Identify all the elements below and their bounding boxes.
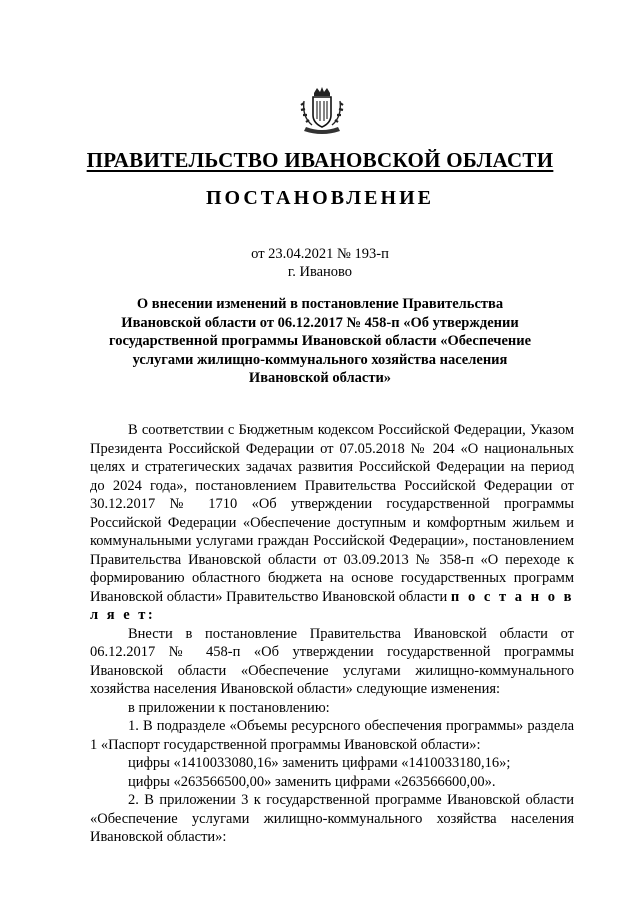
document-city: г. Иваново: [287, 264, 353, 280]
preamble-paragraph: [90, 421, 574, 625]
paragraph-item-1: 1. В подразделе «Объемы ресурсного обеспечения программы» раздела 1 «Паспорт государственной программы Ивановской области»:: [90, 718, 574, 753]
coat-of-arms-icon: [296, 85, 348, 135]
document-type: ПОСТАНОВЛЕНИЕ: [206, 187, 434, 209]
document-body: [90, 421, 574, 847]
paragraph-appendix: в приложении к постановлению:: [128, 699, 330, 716]
document-date-number: от 23.04.2021 № 193-п: [251, 246, 389, 262]
paragraph-figures-1: цифры «1410033080,16» заменить цифрами «1410033180,16»;: [128, 755, 511, 771]
document-subject: О внесении изменений в постановление Правительства Ивановской области от 06.12.2017 № 458-п «Об утверждении государственной программы Ивановской области «Обеспечение услугами жилищно-коммунального хозяйства населения Ивановской области»: [108, 296, 532, 386]
resolves-keyword: п о с т а н о в л я е т:: [90, 588, 575, 623]
paragraph-item-2: 2. В приложении 3 к государственной программе Ивановской области «Обеспечение услугами жилищно-коммунального хозяйства населения Ивановской области»:: [90, 792, 574, 845]
government-title: ПРАВИТЕЛЬСТВО ИВАНОВСКОЙ ОБЛАСТИ: [86, 148, 554, 172]
paragraph-amend: Внести в постановление Правительства Ивановской области от 06.12.2017 № 458-п «Об утверждении государственной программы Ивановской области «Обеспечение услугами жилищно-коммунального хозяйства населения Ивановской области» следующие изменения:: [90, 625, 574, 697]
preamble-text: В соответствии с Бюджетным кодексом Российской Федерации, Указом Президента Российской Федерации от 07.05.2018 № 204 «О национальных целях и стратегических задачах развития Российской Федерации на период до 2024 года», постановлением Правительства Российской Федерации от 30.12.2017 № 1710 «Об утверждении государственной программы Российской Федерации «Обеспечение доступным и комфортным жильем и коммунальными услугами граждан Российской Федерации», постановлением Правительства Ивановской области от 03.09.2013 № 358-п «О переходе к формированию областного бюджета на основе государственных программ Ивановской области» Правительство Ивановской области: [90, 422, 574, 605]
paragraph-figures-2: цифры «263566500,00» заменить цифрами «263566600,00».: [128, 773, 496, 790]
